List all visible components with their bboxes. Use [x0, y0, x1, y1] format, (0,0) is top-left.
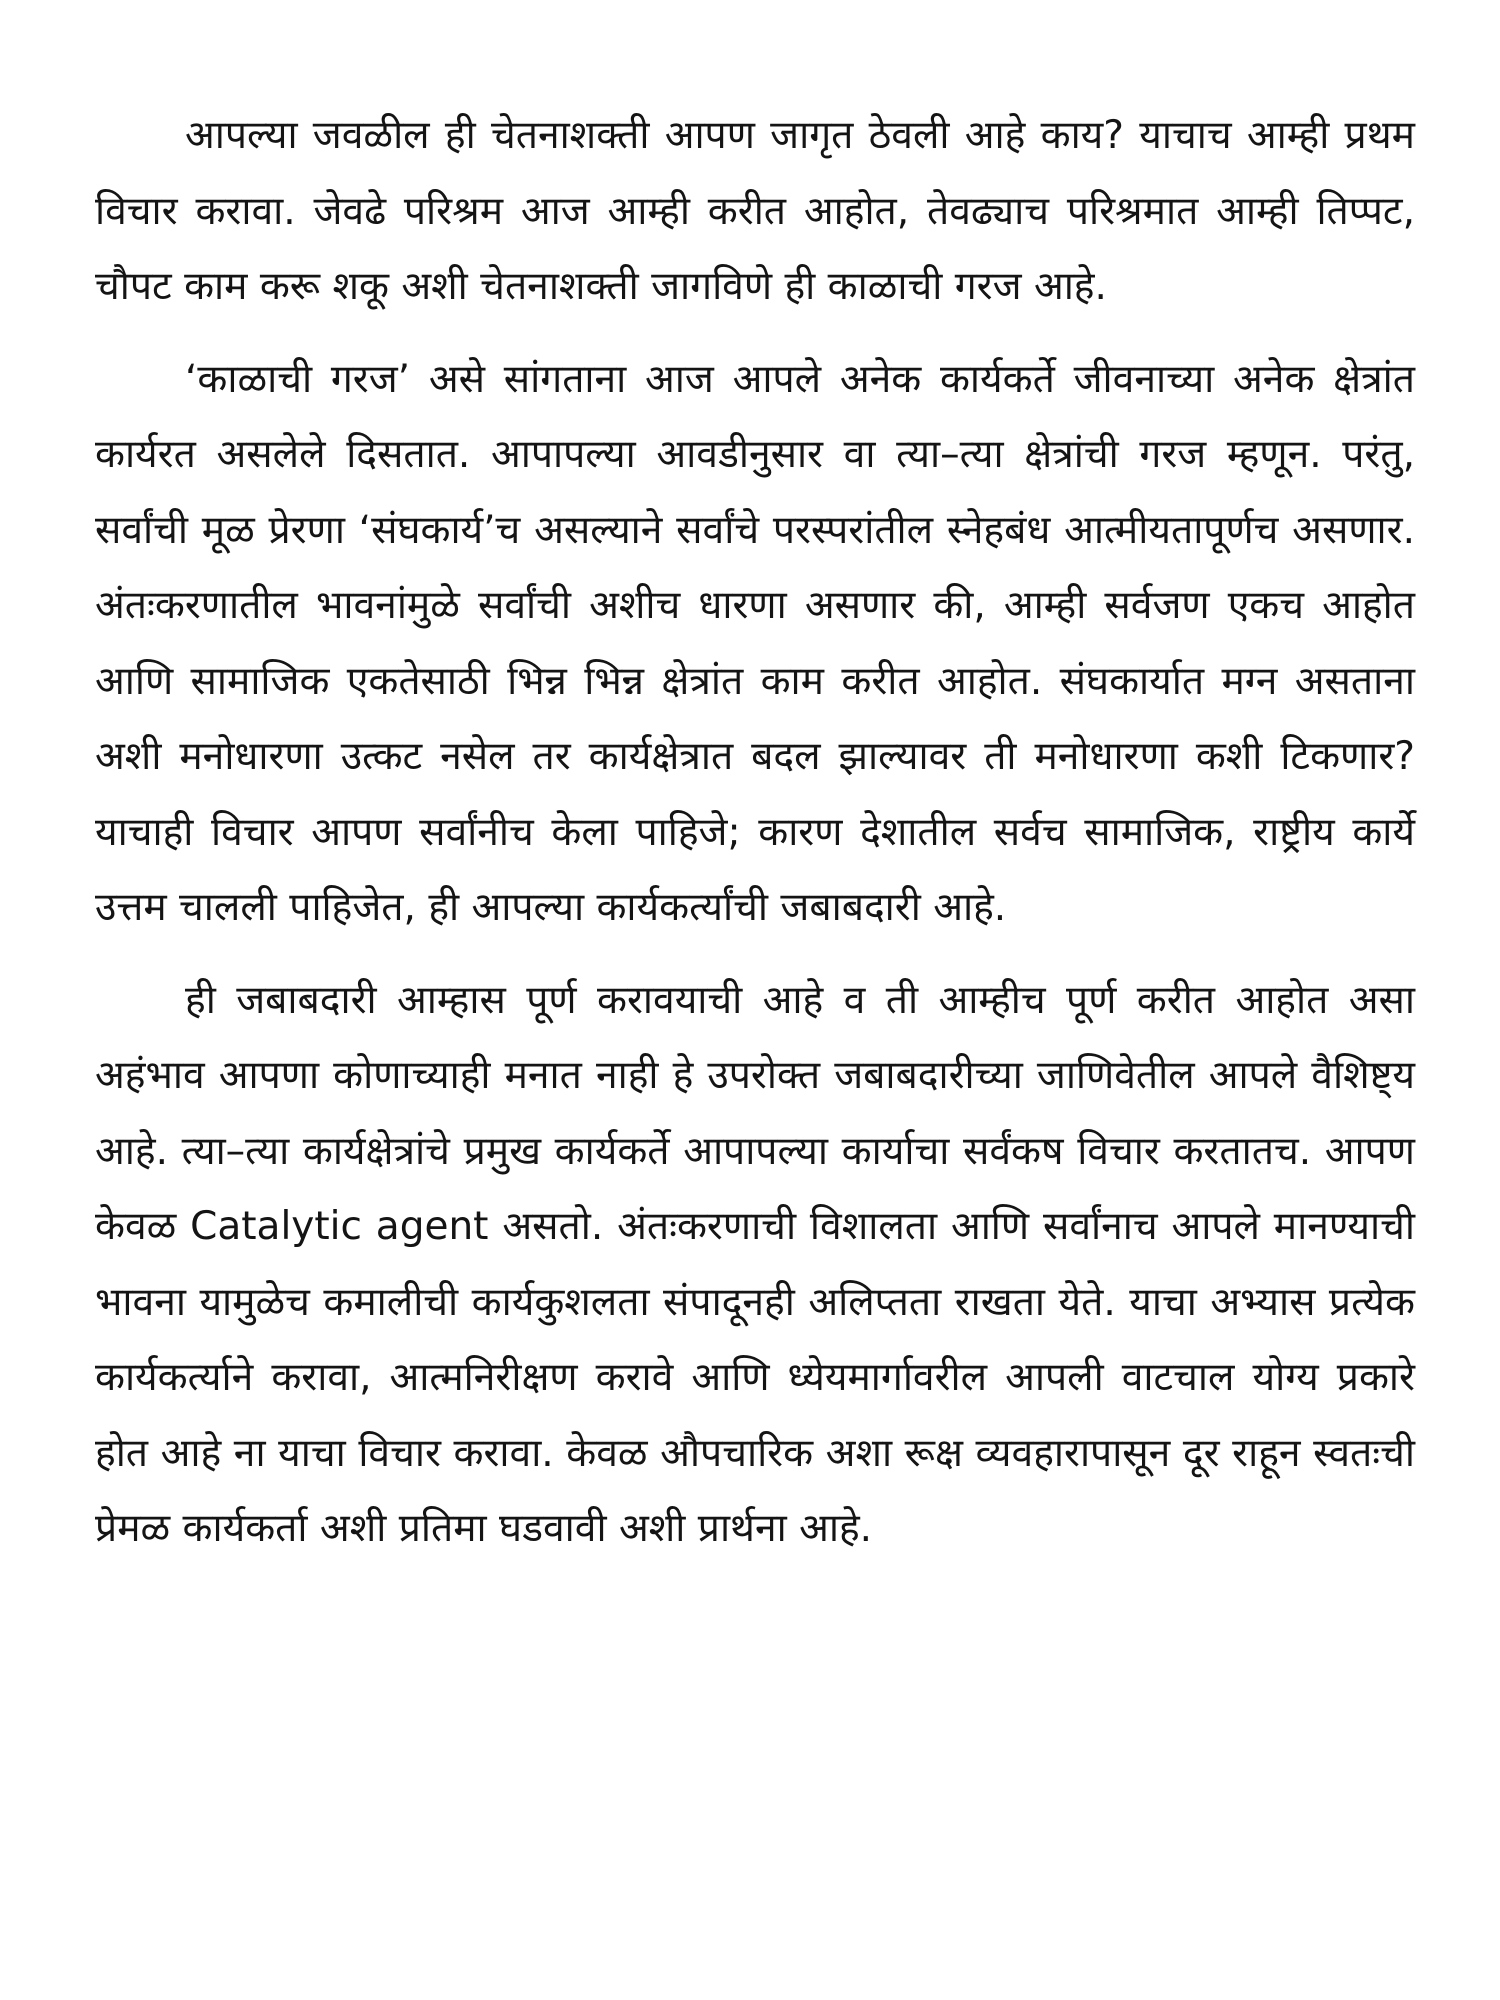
paragraph-1: आपल्या जवळील ही चेतनाशक्ती आपण जागृत ठेवली आहे काय? याचाच आम्ही प्रथम विचार करावा. जेवढे परिश्रम आज आम्ही करीत आहोत, तेवढ्याच परिश्रमात आम्ही तिप्पट, चौपट काम करू शकू अशी चेतनाशक्ती जागविणे ही काळाची गरज आहे.: [95, 113, 1415, 309]
paragraph-2: ‘काळाची गरज’ असे सांगताना आज आपले अनेक कार्यकर्ते जीवनाच्या अनेक क्षेत्रांत कार्यरत असलेले दिसतात. आपापल्या आवडीनुसार वा त्या–त्या क्षेत्रांची गरज म्हणून. परंतु, सर्वांची मूळ प्रेरणा ‘संघकार्य’च असल्याने सर्वांचे परस्परांतील स्नेहबंध आत्मीयतापूर्णच असणार. अंतःकरणातील भावनांमुळे सर्वांची अशीच धारणा असणार की, आम्ही सर्वजण एकच आहोत आणि सामाजिक एकतेसाठी भिन्न भिन्न क्षेत्रांत काम करीत आहोत. संघकार्यात मग्न असताना अशी मनोधारणा उत्कट नसेल तर कार्यक्षेत्रात बदल झाल्यावर ती मनोधारणा कशी टिकणार? याचाही विचार आपण सर्वांनीच केला पाहिजे; कारण देशातील सर्वच सामाजिक, राष्ट्रीय कार्ये उत्तम चालली पाहिजेत, ही आपल्या कार्यकर्त्यांची जबाबदारी आहे.: [95, 356, 1415, 930]
paragraph-3: ही जबाबदारी आम्हास पूर्ण करावयाची आहे व ती आम्हीच पूर्ण करीत आहोत असा अहंभाव आपणा कोणाच्याही मनात नाही हे उपरोक्त जबाबदारीच्या जाणिवेतील आपले वैशिष्ट्य आहे. त्या–त्या कार्यक्षेत्रांचे प्रमुख कार्यकर्ते आपापल्या कार्याचा सर्वंकष विचार करतातच. आपण केवळ Catalytic agent असतो. अंतःकरणाची विशालता आणि सर्वांनाच आपले मानण्याची भावना यामुळेच कमालीची कार्यकुशलता संपादूनही अलिप्तता राखता येते. याचा अभ्यास प्रत्येक कार्यकर्त्याने करावा, आत्मनिरीक्षण करावे आणि ध्येयमार्गावरील आपली वाटचाल योग्य प्रकारे होत आहे ना याचा विचार करावा. केवळ औपचारिक अशा रूक्ष व्यवहारापासून दूर राहून स्वतःची प्रेमळ कार्यकर्ता अशी प्रतिमा घडवावी अशी प्रार्थना आहे.: [95, 977, 1415, 1551]
body-text: [95, 98, 1415, 1567]
